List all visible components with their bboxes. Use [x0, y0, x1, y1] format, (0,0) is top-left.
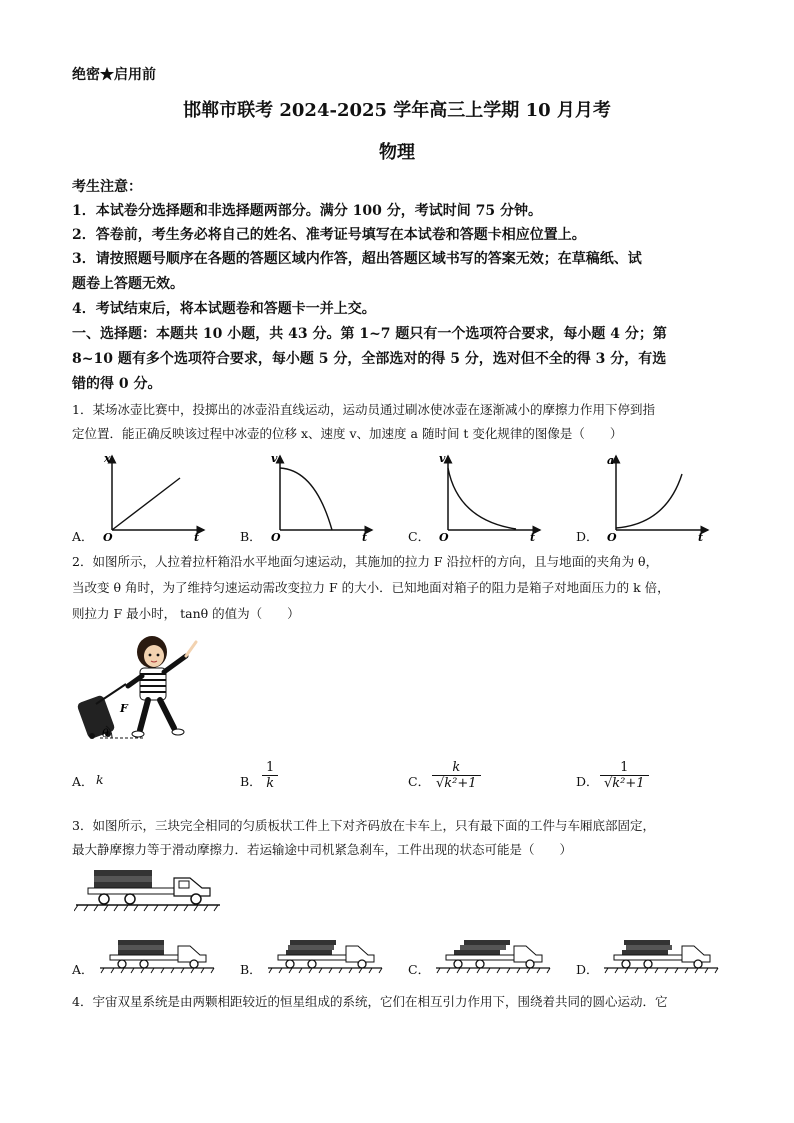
curve: [448, 468, 516, 529]
graph-a-xt: [92, 450, 212, 542]
fraction-denominator: √k²+1: [600, 775, 649, 791]
graph-b-vt: [260, 450, 380, 542]
option-d-label: D．: [576, 774, 599, 789]
angle-theta-label: θ: [102, 727, 109, 740]
option-c-label: C．: [408, 774, 431, 789]
notice-item: 4．考试结束后，将本试题卷和答题卡一并上交。: [72, 301, 376, 317]
option-a-label: A．: [72, 774, 94, 789]
graph-c-vt: [428, 450, 548, 542]
notice-item: 题卷上答题无效。: [72, 276, 184, 292]
option-d-label: D．: [576, 529, 599, 544]
truck-option-d: [602, 934, 720, 974]
graph-d-at: [596, 450, 716, 542]
option-d-label: D．: [576, 962, 599, 977]
section-heading: 一、选择题：本题共 10 小题，共 43 分。第 1~7 题只有一个选项符合要求，每小题 4 分；第: [72, 326, 667, 342]
exam-title: 邯郸市联考 2024-2025 学年高三上学期 10 月月考: [183, 100, 611, 121]
notice-item: 2．答卷前，考生务必将自己的姓名、准考证号填写在本试卷和答题卡相应位置上。: [72, 227, 586, 243]
question-2-text: 2．如图所示，人拉着拉杆箱沿水平地面匀速运动，其施加的拉力 F 沿拉杆的方向，且与地面的夹角为 θ，: [72, 554, 659, 569]
origin-label: O: [439, 531, 449, 542]
fraction-numerator: 1: [620, 760, 629, 775]
truck-option-c: [434, 934, 552, 974]
x-axis-label: t: [530, 531, 536, 542]
secret-label: 绝密★启用前: [72, 67, 156, 83]
notice-item: 3．请按照题号顺序在各题的答题区域内作答，超出答题区域书写的答案无效；在草稿纸、试: [72, 251, 642, 267]
x-axis-label: t: [194, 531, 200, 542]
option-a-label: A．: [72, 529, 94, 544]
y-axis-label: a: [607, 454, 615, 467]
y-axis-label: x: [104, 452, 111, 465]
fraction-numerator: 1: [266, 760, 275, 775]
truck-option-a: [98, 934, 216, 974]
notice-heading: 考生注意：: [72, 179, 142, 195]
x-axis-label: t: [698, 531, 704, 542]
truck-main-figure: [74, 866, 222, 916]
option-b-fraction: [262, 760, 278, 791]
question-2-text: 当改变 θ 角时，为了维持匀速运动需改变拉力 F 的大小．已知地面对箱子的阻力是箱子对地面压力的 k 倍，: [72, 580, 670, 595]
fraction-numerator: k: [452, 760, 461, 775]
option-c-label: C．: [408, 529, 431, 544]
option-c-label: C．: [408, 962, 431, 977]
fraction-denominator: √k²+1: [432, 775, 481, 791]
y-axis-label: v: [271, 452, 278, 465]
question-2-text: 则拉力 F 最小时， tanθ 的值为（ ）: [72, 606, 300, 621]
subject-title: 物理: [379, 142, 415, 163]
option-a-label: A．: [72, 962, 94, 977]
notice-item: 1．本试卷分选择题和非选择题两部分。满分 100 分，考试时间 75 分钟。: [72, 203, 542, 219]
y-axis-label: v: [439, 452, 446, 465]
curve: [616, 474, 682, 528]
origin-label: O: [607, 531, 617, 542]
girl-luggage-illustration: [74, 626, 204, 744]
origin-label: O: [103, 531, 113, 542]
question-3-text: 3．如图所示，三块完全相同的匀质板状工件上下对齐码放在卡车上，只有最下面的工件与车厢底部固定，: [72, 818, 655, 833]
question-3-text: 最大静摩擦力等于滑动摩擦力．若运输途中司机紧急刹车，工件出现的状态可能是（ ）: [72, 842, 573, 857]
origin-label: O: [271, 531, 281, 542]
fraction-denominator: k: [262, 775, 278, 791]
option-b-label: B．: [240, 774, 262, 789]
section-heading-cont: 8~10 题有多个选项符合要求，每小题 5 分，全部选对的得 5 分，选对但不全的得 3 分，有选: [72, 351, 667, 367]
curve: [112, 478, 180, 530]
option-d-fraction: [600, 760, 649, 791]
question-4-text: 4．宇宙双星系统是由两颗相距较近的恒星组成的系统，它们在相互引力作用下，围绕着共同的圆心运动．它: [72, 994, 668, 1009]
truck-option-b: [266, 934, 384, 974]
curve: [280, 468, 332, 530]
force-f-label: F: [120, 702, 128, 715]
option-a-value: k: [96, 772, 104, 787]
option-c-fraction: [432, 760, 481, 791]
question-1-text: 定位置．能正确反映该过程中冰壶的位移 x、速度 v、加速度 a 随时间 t 变化规律的图像是（ ）: [72, 426, 623, 441]
x-axis-label: t: [362, 531, 368, 542]
section-heading-cont: 错的得 0 分。: [72, 376, 162, 392]
option-b-label: B．: [240, 529, 262, 544]
option-b-label: B．: [240, 962, 262, 977]
question-1-text: 1．某场冰壶比赛中，投掷出的冰壶沿直线运动，运动员通过刷冰使冰壶在逐渐减小的摩擦力作用下停到指: [72, 402, 655, 417]
